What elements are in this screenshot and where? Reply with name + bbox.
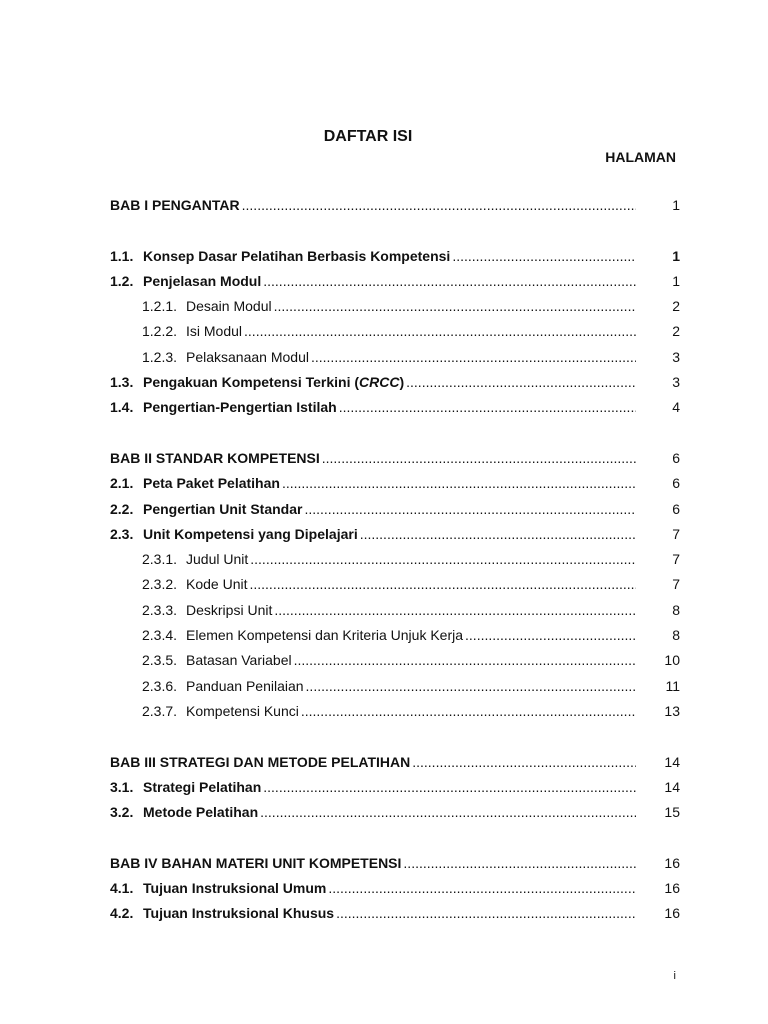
toc-entry[interactable]: [110, 269, 680, 294]
table-of-contents: [110, 193, 680, 927]
toc-page: 14: [664, 753, 680, 770]
toc-subentry[interactable]: [110, 319, 680, 344]
toc-subentry[interactable]: [110, 572, 680, 597]
toc-label: Isi Modul: [186, 323, 243, 340]
toc-subentry[interactable]: [110, 623, 680, 648]
toc-leader: [274, 598, 636, 623]
toc-leader: [322, 446, 636, 471]
toc-leader: [301, 699, 636, 724]
toc-page: 1: [672, 247, 680, 264]
toc-number: 1.2.3.: [142, 348, 178, 365]
toc-number: 2.3.6.: [142, 677, 178, 694]
toc-number: 2.2.: [110, 500, 134, 517]
toc-chapter-4[interactable]: [110, 851, 680, 876]
toc-leader: [250, 547, 636, 572]
toc-subentry[interactable]: [110, 648, 680, 673]
toc-page: 16: [664, 854, 680, 871]
toc-number: 1.2.2.: [142, 323, 178, 340]
toc-page: 10: [664, 652, 680, 669]
toc-leader: [263, 775, 636, 800]
toc-page: 13: [664, 702, 680, 719]
toc-page: 6: [672, 449, 680, 466]
toc-page: 14: [664, 778, 680, 795]
toc-leader: [294, 648, 636, 673]
toc-label: Desain Modul: [186, 298, 272, 315]
toc-label-text: Pengakuan Kompetensi Terkini (: [143, 374, 360, 391]
toc-label: Peta Paket Pelatihan: [143, 475, 280, 492]
toc-leader: [360, 522, 636, 547]
toc-label-text-end: ): [399, 374, 405, 391]
toc-leader: [336, 901, 636, 926]
toc-leader: [282, 471, 636, 496]
toc-entry[interactable]: [110, 395, 680, 420]
toc-label: [143, 370, 404, 395]
toc-number: 2.3.5.: [142, 652, 178, 669]
toc-label: Batasan Variabel: [186, 652, 292, 669]
toc-leader: [263, 269, 636, 294]
toc-label: Pelaksanaan Modul: [186, 348, 309, 365]
toc-leader: [304, 497, 636, 522]
toc-leader: [274, 294, 636, 319]
toc-subentry[interactable]: [110, 345, 680, 370]
toc-leader: [311, 345, 636, 370]
toc-number: 2.3.7.: [142, 702, 178, 719]
toc-page: 7: [672, 551, 680, 568]
toc-number: 1.1.: [110, 247, 134, 264]
toc-leader: [260, 800, 636, 825]
toc-number: 2.3.: [110, 525, 134, 542]
toc-number: 1.4.: [110, 399, 134, 416]
toc-leader: [452, 244, 636, 269]
toc-chapter-2[interactable]: [110, 446, 680, 471]
toc-number: 1.3.: [110, 374, 134, 391]
toc-leader: [242, 193, 636, 218]
toc-page: 3: [672, 348, 680, 365]
toc-page: 6: [672, 500, 680, 517]
toc-entry[interactable]: [110, 471, 680, 496]
toc-subentry[interactable]: [110, 699, 680, 724]
toc-page: 16: [664, 880, 680, 897]
toc-number: 2.3.3.: [142, 601, 178, 618]
toc-leader: [412, 750, 636, 775]
toc-leader: [328, 876, 636, 901]
page-column-header: HALAMAN: [605, 149, 676, 165]
toc-label: Judul Unit: [186, 551, 249, 568]
toc-entry[interactable]: [110, 370, 680, 395]
toc-label: Metode Pelatihan: [143, 804, 259, 821]
toc-page: 15: [664, 804, 680, 821]
toc-entry[interactable]: [110, 775, 680, 800]
toc-page: 16: [664, 905, 680, 922]
toc-label: Tujuan Instruksional Umum: [143, 880, 327, 897]
toc-leader: [403, 851, 636, 876]
toc-leader: [465, 623, 636, 648]
toc-label: Elemen Kompetensi dan Kriteria Unjuk Kerja: [186, 627, 464, 644]
toc-leader: [306, 674, 636, 699]
toc-page: 2: [672, 323, 680, 340]
toc-entry[interactable]: [110, 876, 680, 901]
toc-number: 2.3.2.: [142, 576, 178, 593]
toc-entry[interactable]: [110, 800, 680, 825]
toc-number: 3.1.: [110, 778, 134, 795]
page-title: DAFTAR ISI: [323, 128, 413, 145]
toc-label: Pengertian-Pengertian Istilah: [143, 399, 337, 416]
toc-number: 2.1.: [110, 475, 134, 492]
toc-label: Deskripsi Unit: [186, 601, 273, 618]
toc-chapter-3[interactable]: [110, 750, 680, 775]
toc-page: 2: [672, 298, 680, 315]
toc-page: 4: [672, 399, 680, 416]
toc-number: 2.3.4.: [142, 627, 178, 644]
toc-number: 2.3.1.: [142, 551, 178, 568]
toc-leader: [406, 370, 636, 395]
toc-label: Konsep Dasar Pelatihan Berbasis Kompetensi: [143, 247, 451, 264]
toc-subentry[interactable]: [110, 294, 680, 319]
toc-number: 1.2.1.: [142, 298, 178, 315]
page-number-footer: i: [673, 970, 676, 982]
toc-entry[interactable]: [110, 497, 680, 522]
toc-entry[interactable]: [110, 901, 680, 926]
toc-page: 3: [672, 374, 680, 391]
toc-label: Tujuan Instruksional Khusus: [143, 905, 335, 922]
toc-label: Pengertian Unit Standar: [143, 500, 303, 517]
toc-leader: [249, 572, 636, 597]
toc-page: 8: [672, 601, 680, 618]
toc-page: 1: [672, 197, 680, 213]
toc-number: 4.2.: [110, 905, 134, 922]
toc-subentry[interactable]: [110, 547, 680, 572]
toc-number: 4.1.: [110, 880, 134, 897]
toc-number: 3.2.: [110, 804, 134, 821]
toc-label: Unit Kompetensi yang Dipelajari: [143, 525, 358, 542]
toc-subentry[interactable]: [110, 674, 680, 699]
toc-page: 6: [672, 475, 680, 492]
toc-label: Strategi Pelatihan: [143, 778, 262, 795]
toc-leader: [339, 395, 636, 420]
toc-page: 11: [665, 677, 680, 694]
toc-label: Kode Unit: [186, 576, 248, 593]
toc-label: Kompetensi Kunci: [186, 702, 299, 719]
toc-leader: [244, 319, 636, 344]
toc-entry[interactable]: [110, 522, 680, 547]
toc-chapter-1[interactable]: [110, 193, 680, 218]
toc-label: BAB IV BAHAN MATERI UNIT KOMPETENSI: [110, 854, 402, 871]
toc-page: 1: [672, 272, 680, 289]
toc-label: Panduan Penilaian: [186, 677, 304, 694]
toc-label: Penjelasan Modul: [143, 272, 262, 289]
toc-page: 8: [672, 627, 680, 644]
toc-label-abbrev: CRCC: [359, 374, 400, 391]
toc-label: BAB III STRATEGI DAN METODE PELATIHAN: [110, 753, 411, 770]
toc-page: 7: [672, 576, 680, 593]
toc-subentry[interactable]: [110, 598, 680, 623]
toc-label: BAB I PENGANTAR: [110, 197, 240, 213]
toc-page: 7: [672, 525, 680, 542]
toc-number: 1.2.: [110, 272, 134, 289]
toc-entry[interactable]: [110, 244, 680, 269]
toc-label: BAB II STANDAR KOMPETENSI: [110, 449, 320, 466]
